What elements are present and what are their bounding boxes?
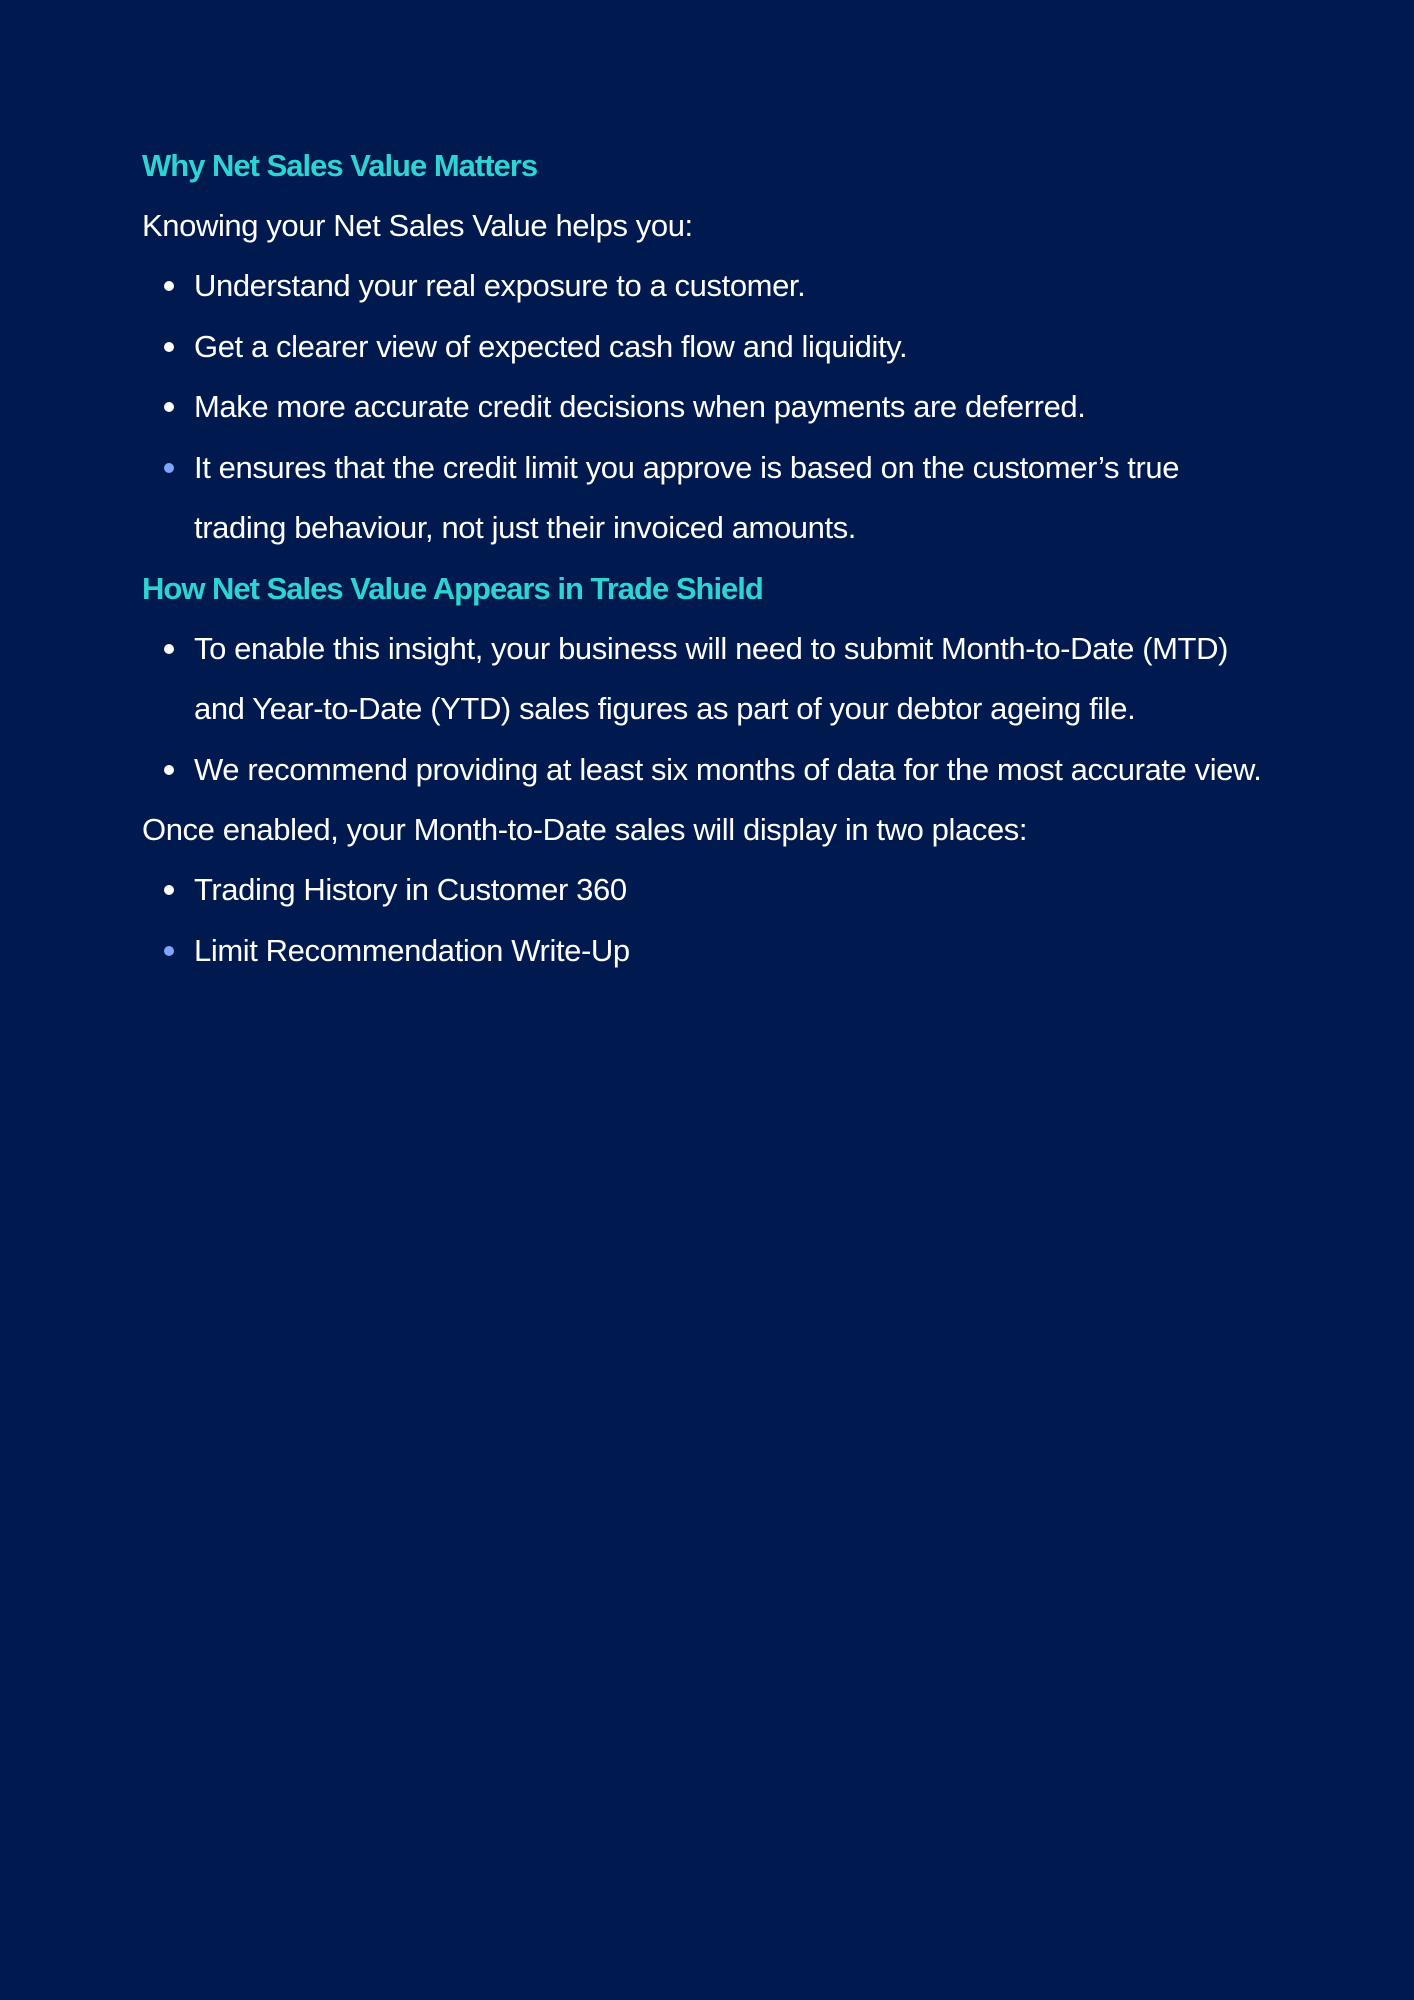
bullet-icon <box>164 342 174 352</box>
bullet-icon <box>164 281 174 291</box>
list-item <box>142 317 1274 378</box>
section-heading-why-net-sales-value: Why Net Sales Value Matters <box>142 148 538 183</box>
list-item <box>142 921 1274 982</box>
section-heading-trade-shield: How Net Sales Value Appears in Trade Shield <box>142 570 763 606</box>
list-item-text: Make more accurate credit decisions when payments are deferred. <box>194 389 1086 424</box>
benefits-list <box>142 256 1274 559</box>
bullet-icon <box>164 885 174 895</box>
list-item-text: Understand your real exposure to a customer. <box>194 268 806 303</box>
bullet-icon <box>164 946 174 956</box>
bullet-icon <box>164 402 174 412</box>
intro-paragraph: Knowing your Net Sales Value helps you: <box>142 208 693 243</box>
list-item <box>142 860 1274 921</box>
bullet-icon <box>164 765 174 775</box>
list-item <box>142 619 1274 740</box>
list-item <box>142 377 1274 438</box>
list-item-text: It ensures that the credit limit you approve is based on the customer’s true trading behaviour, not just their invoiced amounts. <box>194 449 1180 545</box>
display-places-list <box>142 860 1274 981</box>
bullet-icon <box>164 644 174 654</box>
display-intro-paragraph: Once enabled, your Month-to-Date sales will display in two places: <box>142 812 1028 847</box>
list-item-text: Trading History in Customer 360 <box>194 872 627 907</box>
bullet-icon <box>164 463 174 473</box>
list-item <box>142 256 1274 317</box>
list-item-text: Limit Recommendation Write-Up <box>194 932 630 968</box>
list-item-text: We recommend providing at least six months of data for the most accurate view. <box>194 751 1262 787</box>
list-item <box>142 740 1274 801</box>
list-item-text: To enable this insight, your business will need to submit Month-to-Date (MTD) and Year-to-Date (YTD) sales figures as part of your debtor ageing file. <box>194 630 1228 726</box>
requirements-list <box>142 619 1274 801</box>
list-item-text: Get a clearer view of expected cash flow and liquidity. <box>194 328 908 364</box>
list-item <box>142 438 1274 559</box>
